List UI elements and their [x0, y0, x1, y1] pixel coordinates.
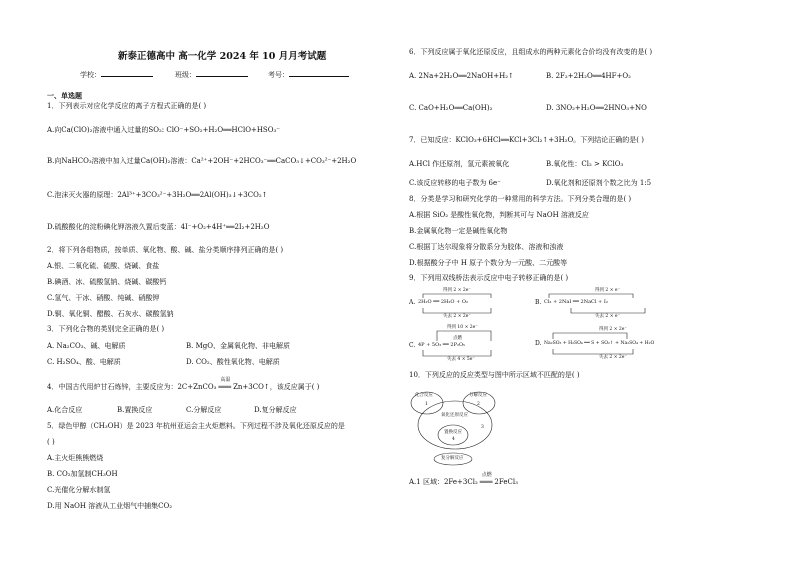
- class-field: [175, 69, 248, 79]
- q1-option-d: D.硫酸酸化的淀粉碘化钾溶液久置后变蓝：4I⁻+O₂+4H⁺══2I₂+2H₂O: [47, 223, 270, 231]
- q9c-equation: 4P + 5O₂ ══ 2P₂O₅: [418, 342, 466, 348]
- q2-option-b: B.碘酒、冰、硫酸氢钠、烧碱、碳酸钙: [47, 278, 167, 286]
- exam-no-blank[interactable]: [289, 69, 349, 77]
- q9c-condition: 点燃: [453, 336, 462, 341]
- q4-stem-b: Zn+3CO↑，该反应属于( ): [233, 383, 320, 391]
- q9b-equation: Cl₂ + 2NaI ══ 2NaCl + I₂: [544, 299, 608, 305]
- q9-option-b: [535, 288, 685, 320]
- q4-stem-a: 4．中国古代用炉甘石炼锌，主要反应为：2C+ZnCO₃: [47, 383, 217, 391]
- school-label: 学校：: [80, 71, 101, 79]
- exam-no-field: [268, 69, 349, 79]
- q5-option-c: C.光催化分解水制氢: [47, 486, 111, 494]
- q1-stem: 1．下列表示对应化学反应的离子方程式正确的是( ): [47, 102, 207, 110]
- q3-option-c: C. H₂SO₄、酸、电解质: [47, 358, 121, 366]
- q4-stem: [47, 377, 320, 391]
- q2-option-a: A.银、二氧化硫、硫酸、烧碱、食盐: [47, 262, 160, 270]
- q4-option-a: A.化合反应: [47, 406, 83, 414]
- region-3: 3: [481, 425, 484, 430]
- q9d-loss: 失去 2 × 2e⁻: [599, 355, 627, 360]
- q8-option-d: D.根据酸分子中 H 原子个数分为一元酸、二元酸等: [409, 259, 568, 267]
- q4-option-d: D.复分解反应: [254, 406, 297, 414]
- decomposition-label: 分解反应: [469, 393, 487, 398]
- q9a-loss: 失去 2 × 2e⁻: [443, 314, 471, 319]
- q1-option-b: B.向NaHCO₃溶液中加入过量Ca(OH)₂溶液：Ca²⁺+2OH⁻+2HCO₃⁻══CaCO₃↓+CO₃²⁻+2H₂O: [47, 157, 357, 165]
- q10a-condition: 点燃: [481, 472, 492, 478]
- redox-label: 氧化还原反应: [441, 413, 468, 418]
- q7-option-b: B.氧化性：Cl₂ > KClO₃: [546, 160, 624, 168]
- q4-option-c: C.分解反应: [186, 406, 222, 414]
- region-4: 4: [452, 437, 455, 442]
- q7-option-a: A.HCl 作还原剂，氢元素被氧化: [409, 160, 510, 168]
- q5-option-a: A.主火炬熊熊燃烧: [47, 454, 104, 462]
- q10a-label: A.1 区域：: [409, 478, 444, 486]
- q9d-equation: Na₂SO₃ + H₂SO₄ ══ S + SO₂↑ + Na₂SO₄ + H₂O: [544, 341, 655, 346]
- q8-option-a: A.根据 SiO₂ 是酸性氧化物，判断其可与 NaOH 溶液反应: [409, 211, 589, 219]
- q9-option-a: [409, 288, 542, 320]
- q4-arrow: 高温 ═══: [218, 377, 232, 391]
- page-title: 新泰正德高中 高一化学 2024 年 10 月月考试题: [118, 51, 327, 62]
- q6-stem: 6．下列反应属于氧化还原反应，且组成水的两种元素化合价均没有改变的是( ): [409, 48, 653, 56]
- q5-stem-line1: 5．绿色甲醇（CH₃OH）是 2023 年杭州亚运会主火炬燃料。下列过程不涉及氧化还原反应的是: [47, 422, 345, 430]
- class-label: 班级：: [175, 71, 196, 79]
- q10a-arrow: 点燃 ═══: [479, 472, 493, 486]
- q9b-gain: 得到 2 × e⁻: [595, 288, 620, 293]
- q9d-label: D.: [535, 340, 542, 347]
- q5-stem-line2: ( ): [47, 438, 55, 446]
- q10-diagram: [405, 385, 505, 467]
- q7-option-c: C.该反应转移的电子数为 6e⁻: [409, 179, 501, 187]
- q9c-gain: 得到 10 × 2e⁻: [447, 325, 478, 330]
- q7-option-d: D.氧化剂和还原剂个数之比为 1:5: [546, 179, 652, 187]
- q8-option-b: B.金属氧化物一定是碱性氧化物: [409, 227, 508, 235]
- q6-option-d: D. 3NO₂+H₂O══2HNO₃+NO: [546, 104, 647, 112]
- q9-option-c: [409, 325, 539, 363]
- combination-label: 化合反应: [415, 393, 433, 398]
- q4-option-b: B.置换反应: [117, 406, 153, 414]
- q10a-product: 2FeCl₃: [494, 478, 518, 486]
- section-heading: 一、单选题: [47, 91, 82, 100]
- q10a-reactants: 2Fe+3Cl₂: [443, 478, 478, 486]
- school-blank[interactable]: [101, 69, 153, 77]
- q1-option-a: A.向Ca(ClO)₂溶液中通入过量的SO₂: ClO⁻+SO₂+H₂O══HClO+HSO₃⁻: [47, 126, 280, 134]
- displacement-label: 置换反应: [444, 430, 462, 435]
- q4-condition: 高温: [220, 377, 231, 383]
- q6-option-b: B. 2F₂+2H₂O══4HF+O₂: [546, 72, 631, 80]
- q8-stem: 8．分类是学习和研究化学的一种常用的科学方法。下列分类合理的是( ): [409, 195, 632, 203]
- q9-stem: 9．下列用双线桥法表示反应中电子转移正确的是( ): [409, 274, 569, 282]
- q9c-loss: 失去 4 × 5e⁻: [447, 357, 475, 362]
- q9a-equation: 2H₂O ══ 2H₂O + O₂: [418, 299, 468, 305]
- q5-option-d: D.用 NaOH 溶液从工业烟气中捕集CO₂: [47, 502, 173, 510]
- exam-no-label: 考号：: [268, 71, 289, 79]
- q3-option-b: B. MgO、金属氧化物、非电解质: [186, 342, 290, 350]
- q9b-label: B.: [535, 299, 542, 306]
- q8-option-c: C.根据丁达尔现象将分散系分为胶体、溶液和浊液: [409, 243, 564, 251]
- region-1: 1: [425, 402, 428, 407]
- q9a-label: A.: [409, 299, 416, 306]
- q10-option-a: [409, 472, 518, 486]
- double-displacement-label: 复分解反应: [441, 456, 464, 461]
- q6-option-a: A. 2Na+2H₂O══2NaOH+H₂↑: [409, 72, 514, 80]
- q9a-gain: 得到 2 × 2e⁻: [443, 288, 471, 293]
- q9c-label: C.: [409, 342, 416, 349]
- region-2: 2: [477, 402, 480, 407]
- q3-option-d: D. CO₂、酸性氧化物、电解质: [186, 358, 280, 366]
- school-field: [80, 69, 153, 79]
- q9d-gain: 得到 2 × 2e⁻: [599, 327, 627, 332]
- q9b-loss: 失去 2 × e⁻: [595, 314, 620, 319]
- q5-option-b: B. CO₂加氢制CH₃OH: [47, 470, 118, 478]
- q10-stem: 10．下列反应的反应类型与图中所示区域不匹配的是( ): [409, 371, 580, 379]
- q1-option-c: C.泡沫灭火器的原理：2Al³⁺+3CO₃²⁻+3H₂O══2Al(OH)₃↓+3CO₂↑: [47, 191, 268, 199]
- q3-stem: 3．下列化合物的类别完全正确的是( ): [47, 325, 165, 333]
- q7-stem: 7．已知反应：KClO₃+6HCl══KCl+3Cl₂↑+3H₂O。下列结论正确的是( ): [409, 136, 644, 144]
- q2-option-c: C.氢气、干冰、硝酸、纯碱、硝酸钾: [47, 294, 160, 302]
- q9-option-d: [535, 325, 705, 363]
- q3-option-a: A. Na₂CO₃、碱、电解质: [47, 342, 126, 350]
- q2-option-d: D.铜、氧化铜、醋酸、石灰水、碳酸氢钠: [47, 310, 174, 318]
- q6-option-c: C. CaO+H₂O══Ca(OH)₂: [409, 104, 493, 112]
- displacement-region: [438, 425, 468, 445]
- q2-stem: 2．将下列各组物质，按单质、氧化物、酸、碱、盐分类顺序排列正确的是( ): [47, 246, 284, 254]
- class-blank[interactable]: [196, 69, 248, 77]
